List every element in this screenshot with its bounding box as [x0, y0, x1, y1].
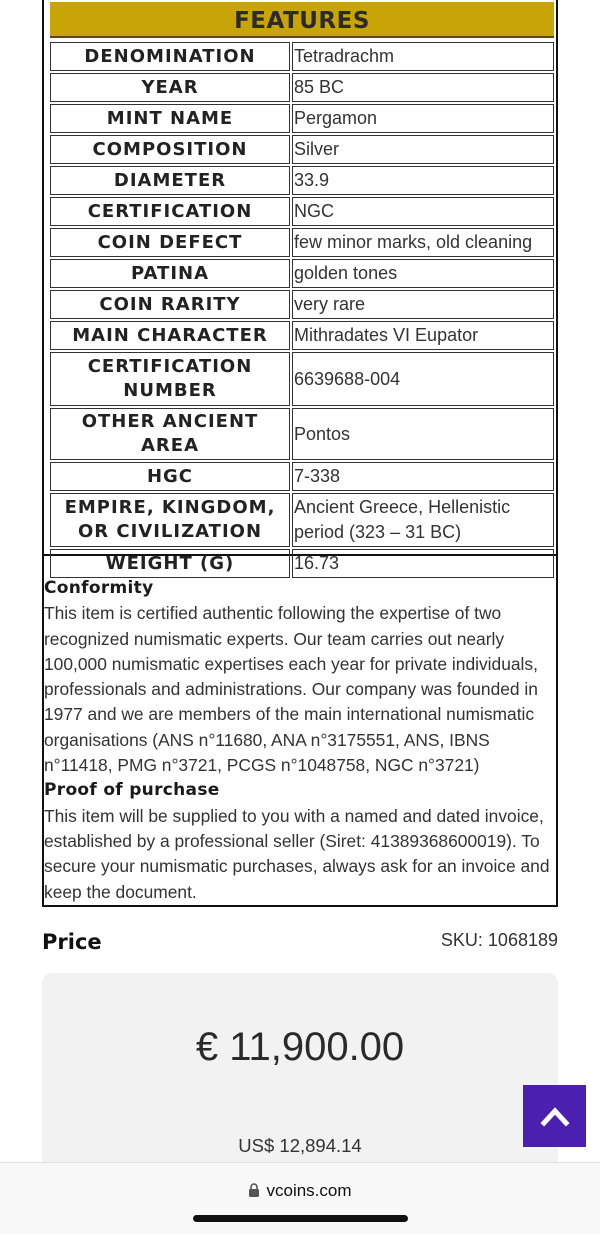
price-usd: US$ 12,894.14 [238, 1135, 362, 1156]
feature-label: EMPIRE, KINGDOM, OR CIVILIZATION [50, 493, 290, 547]
feature-value: Silver [292, 135, 554, 164]
feature-value: few minor marks, old cleaning [292, 228, 554, 257]
table-row [50, 228, 554, 257]
feature-label: YEAR [50, 73, 290, 102]
feature-label: MAIN CHARACTER [50, 321, 290, 350]
table-row [50, 462, 554, 491]
feature-label: CERTIFICATION NUMBER [50, 352, 290, 406]
table-row [50, 42, 554, 71]
table-row [50, 197, 554, 226]
url-text: vcoins.com [266, 1181, 352, 1200]
feature-value: 7-338 [292, 462, 554, 491]
conformity-text: This item is certified authentic following the expertise of two recognized numismatic experts. Our team carries out nearly 100,000 numismatic expertises each year for private individuals, professionals and administrations. Our company was founded in 1977 and we are members of the main international numismatic organisations (ANS n°11680, ANA n°3175551, ANS, IBNS n°11418, PMG n°3721, PCGS n°1048758, NGC n°3721) [44, 603, 538, 776]
sku-value: 1068189 [487, 930, 558, 950]
proof-text: This item will be supplied to you with a named and dated invoice, established by a professional seller (Siret: 41389368600019). To secure your numismatic purchases, always ask for an invoice and keep the document. [44, 805, 550, 902]
feature-value: NGC [292, 197, 554, 226]
browser-address-bar[interactable] [0, 1162, 600, 1234]
feature-value: Tetradrachm [292, 42, 554, 71]
table-row [50, 493, 554, 547]
table-row [50, 166, 554, 195]
feature-label: HGC [50, 462, 290, 491]
sku-label: SKU: [440, 930, 483, 950]
features-section [42, 0, 558, 574]
feature-value: golden tones [292, 259, 554, 288]
sku [441, 930, 558, 951]
table-row [50, 408, 554, 460]
conformity-section [42, 556, 558, 907]
feature-value: 33.9 [292, 166, 554, 195]
table-row [50, 321, 554, 350]
price-header [42, 928, 558, 960]
table-row [50, 73, 554, 102]
price-card [42, 973, 558, 1173]
table-row [50, 104, 554, 133]
features-title: FEATURES [50, 2, 554, 38]
conformity-title: Conformity [44, 578, 154, 598]
feature-value: 6639688-004 [292, 352, 554, 406]
proof-title: Proof of purchase [44, 780, 220, 801]
feature-label: PATINA [50, 259, 290, 288]
feature-label: CERTIFICATION [50, 197, 290, 226]
feature-value: Pontos [292, 408, 554, 460]
scroll-to-top-button[interactable] [523, 1085, 586, 1147]
feature-value: 16.73 [292, 549, 554, 578]
chevron-up-icon [540, 1105, 570, 1127]
feature-value: Ancient Greece, Hellenistic period (323 – 31 BC) [292, 493, 554, 547]
table-row [50, 352, 554, 406]
feature-label: COIN RARITY [50, 290, 290, 319]
home-indicator[interactable] [193, 1215, 408, 1222]
feature-label: OTHER ANCIENT AREA [50, 408, 290, 460]
lock-icon [248, 1183, 260, 1198]
feature-label: COMPOSITION [50, 135, 290, 164]
feature-label: WEIGHT (G) [50, 549, 290, 578]
table-row [50, 135, 554, 164]
table-row [50, 259, 554, 288]
price-title: Price [42, 930, 102, 954]
feature-label: MINT NAME [50, 104, 290, 133]
feature-label: COIN DEFECT [50, 228, 290, 257]
feature-label: DENOMINATION [50, 42, 290, 71]
feature-value: very rare [292, 290, 554, 319]
feature-label: DIAMETER [50, 166, 290, 195]
price-eur: € 11,900.00 [195, 1025, 405, 1069]
feature-value: 85 BC [292, 73, 554, 102]
feature-value: Mithradates VI Eupator [292, 321, 554, 350]
feature-value: Pergamon [292, 104, 554, 133]
features-table [48, 40, 556, 580]
table-row [50, 290, 554, 319]
url-display[interactable] [0, 1181, 600, 1201]
